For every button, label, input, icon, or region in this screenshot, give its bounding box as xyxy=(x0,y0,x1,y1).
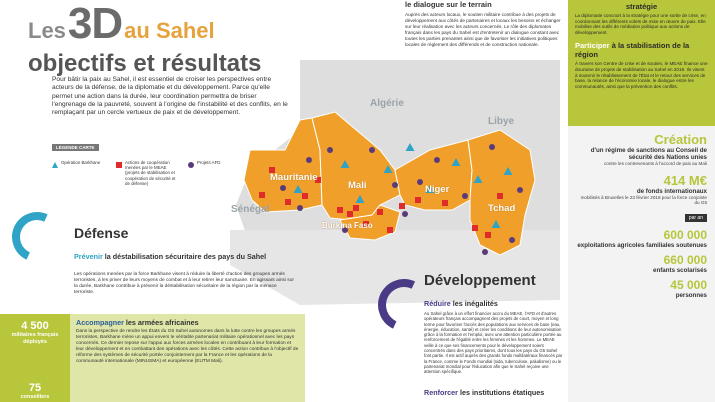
stat-label-3: personnes xyxy=(675,291,707,299)
development-subheading-2 xyxy=(424,388,544,397)
intro-text: Pour bâtir la paix au Sahel, il est essentiel de croiser les perspectives entre acteurs de la défense, de la diplomatie et du développement. Parce qu'elle permet une action dans la durée, leur coordination permettra de briser l'engrenage de la pauvreté, souvent à l'origine de l'instabilité et des conflits, en le remplaçant par un cercle vertueux de paix et de développement. xyxy=(52,76,288,117)
meae-square-icon xyxy=(285,199,291,205)
defense-box-subheading xyxy=(76,318,299,327)
development-sub-rest: les inégalités xyxy=(450,299,498,308)
stats-column xyxy=(568,126,715,402)
title-3d: 3D xyxy=(67,0,123,48)
stabilisation-rest: à la stabilisation de la région xyxy=(575,41,690,60)
title-les: Les xyxy=(28,18,66,43)
meae-square-icon xyxy=(442,200,448,206)
label-tchad: Tchad xyxy=(488,203,516,214)
development-sub2-highlight: Renforcer xyxy=(424,388,458,397)
development-text: Au Sahel grâce à un effort financier accru du MEAE, l'AFD et d'autres opérateurs français accompagnent des projets de court, moyen et long terme pour favoriser l'accès des populations aux services de base (eau, énergie, éducation, santé) et créer les conditions de leur autonomisation grâce à la formation et l'emploi, avec une attention particulière portée au renforcement de l'égalité entre les femmes et les hommes. Le MEAE veille à ce que ses financements pour le développement soient concentrés dans des pays prioritaires, dont tous les pays du G5 Sahel font partie. Il est actif auprès des grands fonds multilatéraux financés par la France, comme le Fonds mondial (sida, tuberculose, paludisme) ou le partenariat mondial pour l'éducation afin que le Sahel reçoive une attention spécifique. xyxy=(424,311,563,375)
defense-num-1-label: militaires français déployés xyxy=(11,332,59,345)
legend-label: Opération Barkhane xyxy=(61,160,101,165)
defense-title: Défense xyxy=(74,225,129,241)
defense-box-rest: les armées africaines xyxy=(123,318,199,327)
meae-square-icon xyxy=(259,192,265,198)
afd-dot-icon xyxy=(482,249,488,255)
stat-label-1: exploitations agricoles familiales soutenues xyxy=(577,241,707,249)
meae-square-icon xyxy=(347,211,353,217)
label-mali: Mali xyxy=(348,180,367,191)
legend-item-afd xyxy=(188,160,222,186)
dialogue-heading: le dialogue sur le terrain xyxy=(405,0,492,9)
label-senegal: Sénégal xyxy=(231,204,270,215)
dot-icon xyxy=(188,162,194,168)
defense-sub-rest: la déstabilisation sécuritaire des pays du Sahel xyxy=(102,252,267,261)
meae-square-icon xyxy=(353,205,359,211)
stat-creation: Création xyxy=(654,132,707,147)
legend-item-meae xyxy=(116,160,180,186)
afd-dot-icon xyxy=(517,187,523,193)
stat-amount-small: mobilisés à Bruxelles le 23 février 2018 pour la force conjointe du G5 xyxy=(580,194,707,206)
development-sub2-rest: les institutions étatiques xyxy=(457,388,545,397)
stat-per-year-pill: par an xyxy=(685,214,707,222)
defense-num-1: 4 500 xyxy=(21,320,49,332)
legend-label: Actions de coopération menées par le MEAE (projets de stabilisation et coopération de sécurité et de défense) xyxy=(125,160,176,186)
meae-square-icon xyxy=(399,203,405,209)
afd-dot-icon xyxy=(297,205,303,211)
stat-num-3: 45 000 xyxy=(670,277,707,292)
afd-dot-icon xyxy=(327,147,333,153)
meae-square-icon xyxy=(387,227,393,233)
dialogue-section xyxy=(405,0,565,47)
afd-dot-icon xyxy=(509,237,515,243)
legend-title: LÉGENDE CARTE xyxy=(52,144,99,151)
defense-num-2-label: conseillers xyxy=(20,394,50,400)
defense-stat-1 xyxy=(0,320,70,345)
stat-num-1: 600 000 xyxy=(663,227,707,242)
afd-dot-icon xyxy=(306,157,312,163)
square-icon xyxy=(116,162,122,168)
afd-dot-icon xyxy=(402,211,408,217)
afd-dot-icon xyxy=(489,144,495,150)
defense-box-content xyxy=(70,314,305,402)
label-algerie: Algérie xyxy=(370,98,404,109)
stabilisation-highlight: Participer xyxy=(575,41,610,51)
defense-green-box xyxy=(0,314,305,402)
stat-num-2: 660 000 xyxy=(663,252,707,267)
meae-square-icon xyxy=(415,197,421,203)
defense-text: Les opérations menées par la force Barkhane visent à réduire la liberté d'action des groupes armés terroristes, à les priver de leurs moyens de combat et à leur retirer leur sanctuaire. En agissant ainsi sur la durée, Barkhane contribue à prévenir la déstabilisation sécuritaire de la région par la menace terroriste. xyxy=(74,272,294,295)
stabilisation-heading xyxy=(575,41,708,59)
defense-box-highlight: Accompagner xyxy=(76,318,124,327)
diplomacy-panel xyxy=(568,0,715,126)
map-legend xyxy=(52,136,222,186)
stat-amount-bold: de fonds internationaux xyxy=(636,187,707,195)
dialogue-text: Auprès des acteurs locaux, le soutien militaire contribue à des projets de développement aux côtés de partenaires et locaux les besoins et échanger sur leur réalisation avec les acteurs concernés. Le rôle des diplomates français dans les pays du Sahel est d'entretenir un dialogue constant avec toutes les parties prenantes ainsi que de favoriser les initiatives politiques locales de règlement des différends et de construction nationale. xyxy=(405,12,561,47)
stat-creation-text: d'un régime de sanctions au Conseil de sécurité des Nations unies xyxy=(590,147,707,161)
legend-label: Projets AFD xyxy=(197,160,221,165)
stat-label-2: enfants scolarisés xyxy=(653,266,707,274)
meae-square-icon xyxy=(497,193,503,199)
label-libye: Libye xyxy=(488,116,515,127)
meae-square-icon xyxy=(485,232,491,238)
stat-amount: 414 M€ xyxy=(663,172,707,188)
afd-dot-icon xyxy=(434,157,440,163)
defense-stat-2 xyxy=(0,382,70,401)
afd-dot-icon xyxy=(369,147,375,153)
diplomacy-heading: stratégie xyxy=(625,2,658,11)
development-title: Développement xyxy=(424,272,536,289)
meae-square-icon xyxy=(337,207,343,213)
afd-dot-icon xyxy=(462,193,468,199)
meae-square-icon xyxy=(302,193,308,199)
diplomacy-text: La diplomatie concourt à la stratégie pour une sortie de crise, en coordonnant les différents volets de mise en œuvre de paix. Elle mobilise des outils de médiation politique aux actions de développement. xyxy=(575,13,706,35)
triangle-icon xyxy=(52,162,58,168)
afd-dot-icon xyxy=(392,182,398,188)
defense-sub-highlight: Prévenir xyxy=(74,252,103,261)
defense-num-2: 75 xyxy=(28,382,42,394)
stabilisation-text: À travers son Centre de crise et de soutien, le MEAE finance une douzaine de projets de stabilisation au Sahel en 2018. Ils visent à soutenir le rétablissement de l'État et le retour des services de base, la relance de l'économie locale, le dialogue entre les communautés, ainsi que la prévention des conflits. xyxy=(575,61,708,89)
development-subheading xyxy=(424,299,498,308)
page-title xyxy=(28,0,298,77)
development-sub-highlight: Réduire xyxy=(424,299,451,308)
afd-dot-icon xyxy=(280,185,286,191)
label-niger: Niger xyxy=(425,184,450,195)
meae-square-icon xyxy=(377,209,383,215)
defense-subheading xyxy=(74,252,266,261)
title-subtitle: objectifs et résultats xyxy=(28,50,262,77)
afd-dot-icon xyxy=(417,179,423,185)
title-au-sahel: au Sahel xyxy=(124,18,215,43)
stat-creation-small: contre les contrevenants à l'accord de paix au Mali xyxy=(603,161,707,166)
country-mauritanie-shape xyxy=(244,118,322,212)
legend-item-barkhane xyxy=(52,160,108,186)
defense-box-text: Dans la perspective de rendre les États du G5 Sahel autonomes dans la lutte contre les groupes armés terroristes, Barkhane mène un appui envers le véritable partenariat militaire opérationnel avec les pays concernés. Ce dernier repose sur l'appui aux forces armées locales en contribuant à leur formation et leur développement et en combattant des opérations avec les côtés. Cette action contribue à l'objectif de réforme des systèmes de sécurité portée conjointement par la France et les opérations de la communauté internationale (MINUSMA) et européenne (EUTM Mali). xyxy=(76,329,299,364)
label-mauritanie: Mauritanie xyxy=(270,172,318,183)
meae-square-icon xyxy=(472,225,478,231)
label-burkina-faso: Burkina Faso xyxy=(322,221,373,230)
